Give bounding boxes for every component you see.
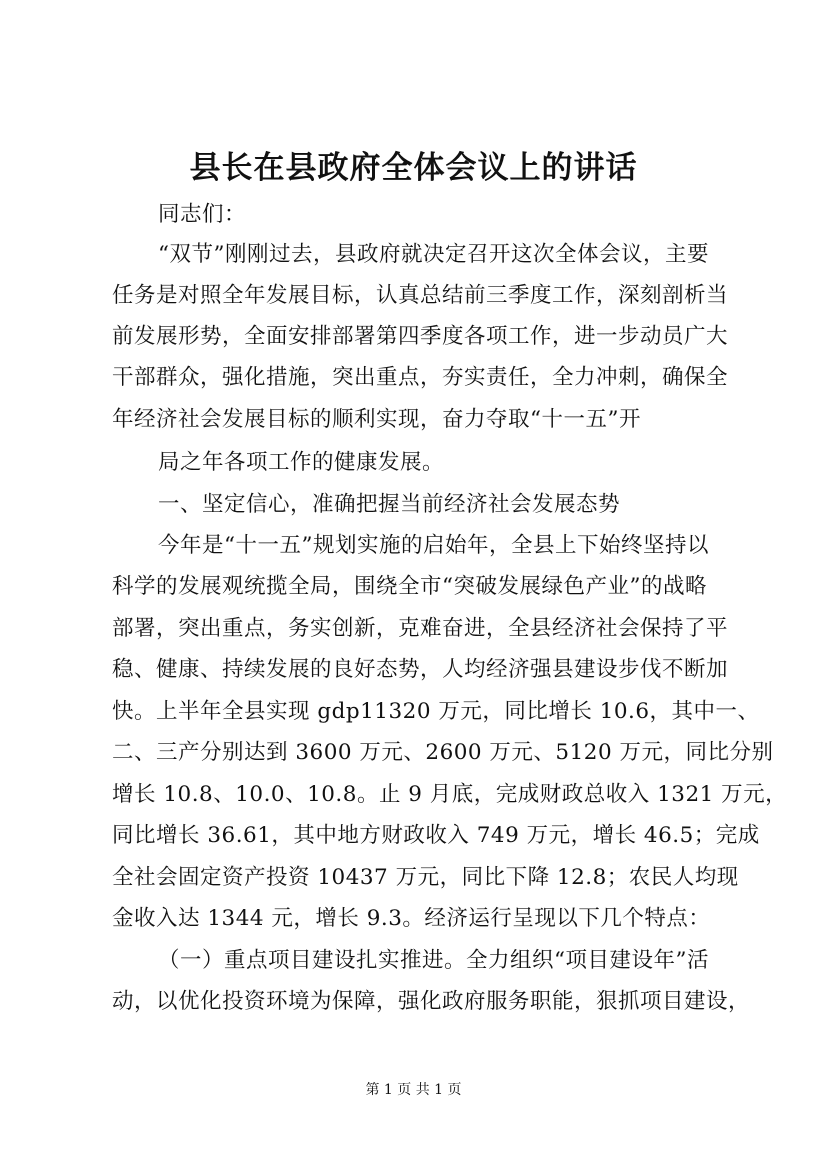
body-line: 部署，突出重点，务实创新，克难奋进，全县经济社会保持了平: [112, 616, 729, 641]
salutation: 同志们：: [158, 202, 247, 227]
body-line: 今年是“十一五”规划实施的启始年，全县上下始终坚持以: [158, 533, 709, 558]
body-line: 全社会固定资产投资 10437 万元，同比下降 12.8；农民人均现: [112, 865, 739, 890]
body-line: 快。上半年全县实现 gdp11320 万元，同比增长 10.6，其中一、: [112, 699, 760, 724]
body-line: 金收入达 1344 元，增长 9.3。经济运行呈现以下几个特点：: [112, 906, 711, 931]
body-line: 任务是对照全年发展目标，认真总结前三季度工作，深刻剖析当: [112, 283, 729, 308]
body-line: 增长 10.8、10.0、10.8。止 9 月底，完成财政总收入 1321 万元，: [112, 782, 788, 807]
body-line: 年经济社会发展目标的顺利实现，奋力夺取“十一五”开: [112, 407, 641, 432]
body-line: 稳、健康、持续发展的良好态势，人均经济强县建设步伐不断加: [112, 657, 729, 682]
body-line: 科学的发展观统揽全局，围绕全市“突破发展绿色产业”的战略: [112, 574, 707, 599]
body-line: 二、三产分别达到 3600 万元、2600 万元、5120 万元，同比分别: [112, 740, 774, 765]
body-line: 干部群众，强化措施，突出重点，夯实责任，全力冲刺，确保全: [112, 365, 729, 390]
body-line: 动，以优化投资环境为保障，强化政府服务职能，狠抓项目建设，: [112, 989, 751, 1014]
body-line: 前发展形势，全面安排部署第四季度各项工作，进一步动员广大: [112, 324, 729, 349]
body-line: “双节”刚刚过去，县政府就决定召开这次全体会议，主要: [158, 242, 709, 267]
body-line: 局之年各项工作的健康发展。: [158, 450, 445, 475]
section-heading: 一、坚定信心，准确把握当前经济社会发展态势: [158, 492, 621, 517]
body-line: 同比增长 36.61，其中地方财政收入 749 万元，增长 46.5；完成: [112, 823, 760, 848]
document-title: 县长在县政府全体会议上的讲话: [189, 150, 638, 186]
page-footer: 第 1 页 共 1 页: [365, 1082, 462, 1098]
subsection-line: （一）重点项目建设扎实推进。全力组织“项目建设年”活: [158, 948, 709, 973]
